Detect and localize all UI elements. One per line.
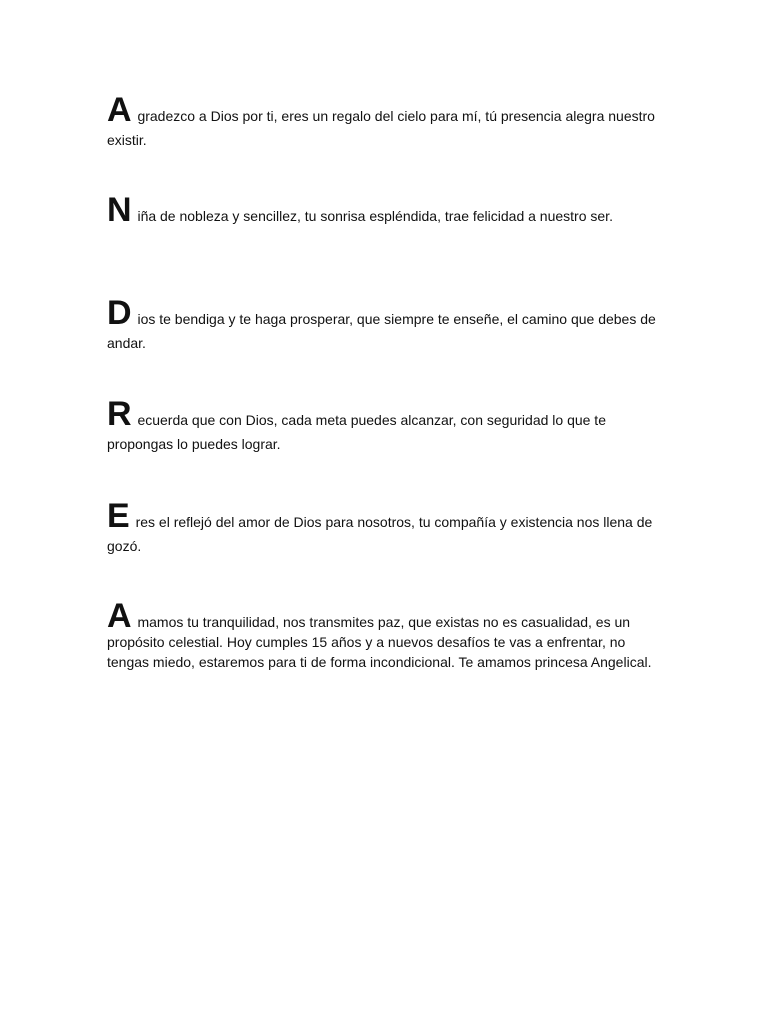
stanza-text: gradezco a Dios por ti, eres un regalo del cielo para mí, tú presencia alegra nuestro existir. [107,108,655,148]
acrostic-stanza-a [107,91,662,152]
stanza-initial: E [107,497,130,535]
stanza-initial: A [107,91,132,129]
stanza-initial: A [107,597,132,635]
acrostic-stanza-e [107,497,662,558]
acrostic-stanza-a-final [107,597,662,672]
stanza-text: res el reflejó del amor de Dios para nosotros, tu compañía y existencia nos llena de gozó. [107,514,653,554]
stanza-text: ecuerda que con Dios, cada meta puedes alcanzar, con seguridad lo que te propongas lo puedes lograr. [107,412,606,452]
stanza-text: ios te bendiga y te haga prosperar, que siempre te enseñe, el camino que debes de andar. [107,311,656,351]
acrostic-stanza-d [107,294,662,355]
stanza-initial: N [107,191,132,229]
acrostic-stanza-r [107,395,662,456]
stanza-text: iña de nobleza y sencillez, tu sonrisa espléndida, trae felicidad a nuestro ser. [133,208,613,224]
stanza-text: mamos tu tranquilidad, nos transmites paz, que existas no es casualidad, es un propósito celestial. Hoy cumples 15 años y a nuevos desafíos te vas a enfrentar, no tengas miedo, estaremos para ti de forma incondicional. Te amamos princesa Angelical. [107,614,652,670]
acrostic-stanza-n [107,191,662,229]
stanza-initial: R [107,395,132,433]
stanza-initial: D [107,294,132,332]
